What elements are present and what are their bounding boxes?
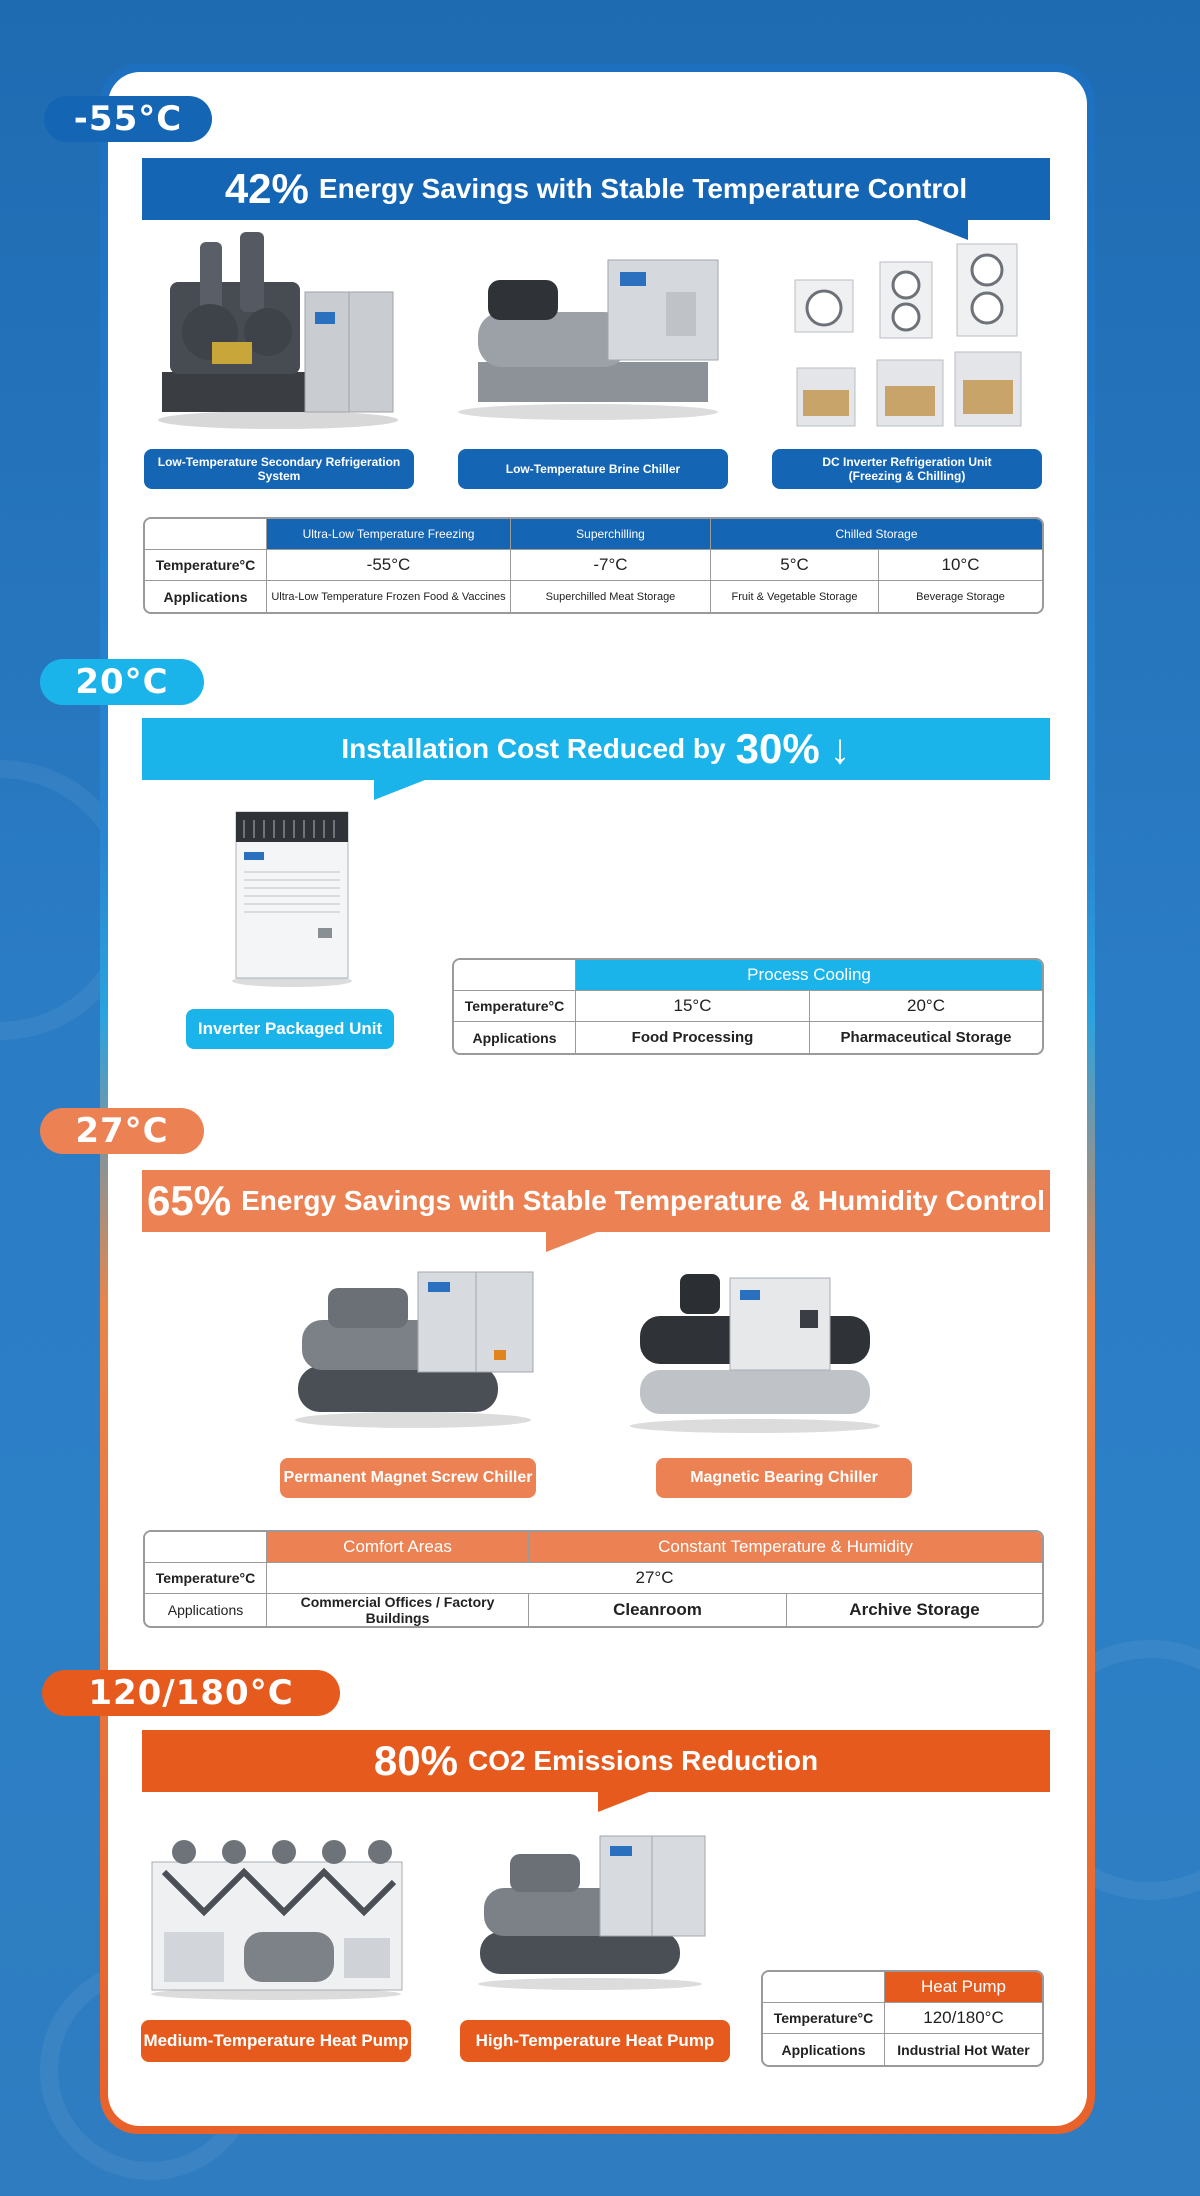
row-label-temperature: Temperature°C (454, 991, 576, 1022)
product-label-secondary-refrigeration: Low-Temperature Secondary Refrigeration System (144, 449, 414, 489)
table-header: Chilled Storage (711, 519, 1042, 550)
table-cell: 10°C (879, 550, 1042, 581)
banner-text: Energy Savings with Stable Temperature Control (318, 173, 968, 204)
spec-table (761, 1970, 1044, 2067)
row-label-applications: Applications (454, 1022, 576, 1053)
temperature-label: 27°C (75, 1111, 169, 1151)
section-banner (142, 718, 1050, 780)
temperature-pill (44, 96, 212, 142)
temperature-label: 120/180°C (88, 1673, 294, 1713)
temperature-pill (42, 1670, 340, 1716)
spec-table (143, 1530, 1044, 1628)
banner-text: CO2 Emissions Reduction (467, 1745, 819, 1776)
table-cell: Cleanroom (529, 1594, 787, 1626)
temperature-pill (40, 1108, 204, 1154)
banner-tail (598, 1790, 654, 1812)
banner-tail (546, 1230, 602, 1252)
section-banner (142, 158, 1050, 220)
table-header: Process Cooling (576, 960, 1042, 991)
row-label-temperature: Temperature°C (145, 550, 267, 581)
table-cell: Ultra-Low Temperature Frozen Food & Vaccines (267, 581, 511, 612)
table-header: Superchilling (511, 519, 711, 550)
table-header: Heat Pump (885, 1972, 1042, 2003)
table-header: Comfort Areas (267, 1532, 529, 1563)
product-label-permanent-magnet-screw-chiller: Permanent Magnet Screw Chiller (280, 1458, 536, 1498)
product-label-brine-chiller: Low-Temperature Brine Chiller (458, 449, 728, 489)
down-arrow-icon: ↓ (829, 725, 851, 772)
spec-table (452, 958, 1044, 1055)
table-cell: 15°C (576, 991, 810, 1022)
brine-chiller-image (448, 252, 728, 422)
table-cell: Beverage Storage (916, 590, 1005, 603)
temperature-label: -55°C (73, 99, 183, 139)
table-cell: Food Processing (576, 1022, 810, 1053)
banner-tail (374, 778, 430, 800)
medium-temperature-heat-pump-image (144, 1822, 409, 2002)
dc-inverter-units-image (785, 240, 1025, 430)
row-label-applications: Applications (145, 581, 267, 612)
table-cell: Archive Storage (849, 1600, 980, 1619)
banner-percentage: 65% (147, 1177, 232, 1224)
table-header: Constant Temperature & Humidity (529, 1532, 1042, 1563)
section-banner (142, 1170, 1050, 1232)
secondary-refrigeration-system-image (150, 222, 405, 432)
high-temperature-heat-pump-image (470, 1832, 710, 1992)
product-label-inverter-packaged-unit: Inverter Packaged Unit (186, 1009, 394, 1049)
table-cell: Superchilled Meat Storage (511, 581, 711, 612)
table-cell: 27°C (267, 1563, 1042, 1594)
magnetic-bearing-chiller-image (620, 1270, 890, 1435)
permanent-magnet-screw-chiller-image (288, 1270, 538, 1430)
table-cell: Industrial Hot Water (897, 2041, 1030, 2058)
banner-tail (912, 218, 968, 240)
table-cell: -55°C (267, 550, 511, 581)
product-label-medium-temperature-heat-pump: Medium-Temperature Heat Pump (141, 2020, 411, 2062)
temperature-pill (40, 659, 204, 705)
row-label-applications: Applications (763, 2034, 885, 2065)
table-cell: Fruit & Vegetable Storage (711, 581, 879, 612)
row-label-temperature: Temperature°C (145, 1563, 267, 1594)
table-cell: 120/180°C (885, 2003, 1042, 2034)
row-label-temperature: Temperature°C (763, 2003, 885, 2034)
table-cell: 5°C (711, 550, 879, 581)
table-header: Ultra-Low Temperature Freezing (267, 519, 511, 550)
banner-percentage: 30% (735, 725, 820, 772)
inverter-packaged-unit-image (222, 808, 362, 988)
temperature-label: 20°C (75, 662, 169, 702)
table-cell: Commercial Offices / Factory Buildings (267, 1594, 529, 1626)
product-label-dc-inverter: DC Inverter Refrigeration Unit (Freezing & Chilling) (772, 449, 1042, 489)
table-cell: 20°C (810, 991, 1042, 1022)
table-cell: -7°C (511, 550, 711, 581)
row-label-applications: Applications (145, 1594, 267, 1626)
section-banner (142, 1730, 1050, 1792)
banner-text: Energy Savings with Stable Temperature & Humidity Control (241, 1185, 1045, 1216)
banner-text: Installation Cost Reduced by (341, 733, 726, 764)
product-label-magnetic-bearing-chiller: Magnetic Bearing Chiller (656, 1458, 912, 1498)
product-label-high-temperature-heat-pump: High-Temperature Heat Pump (460, 2020, 730, 2062)
table-cell: Pharmaceutical Storage (840, 1029, 1012, 1046)
banner-percentage: 42% (224, 165, 309, 212)
banner-percentage: 80% (373, 1737, 458, 1784)
spec-table (143, 517, 1044, 614)
